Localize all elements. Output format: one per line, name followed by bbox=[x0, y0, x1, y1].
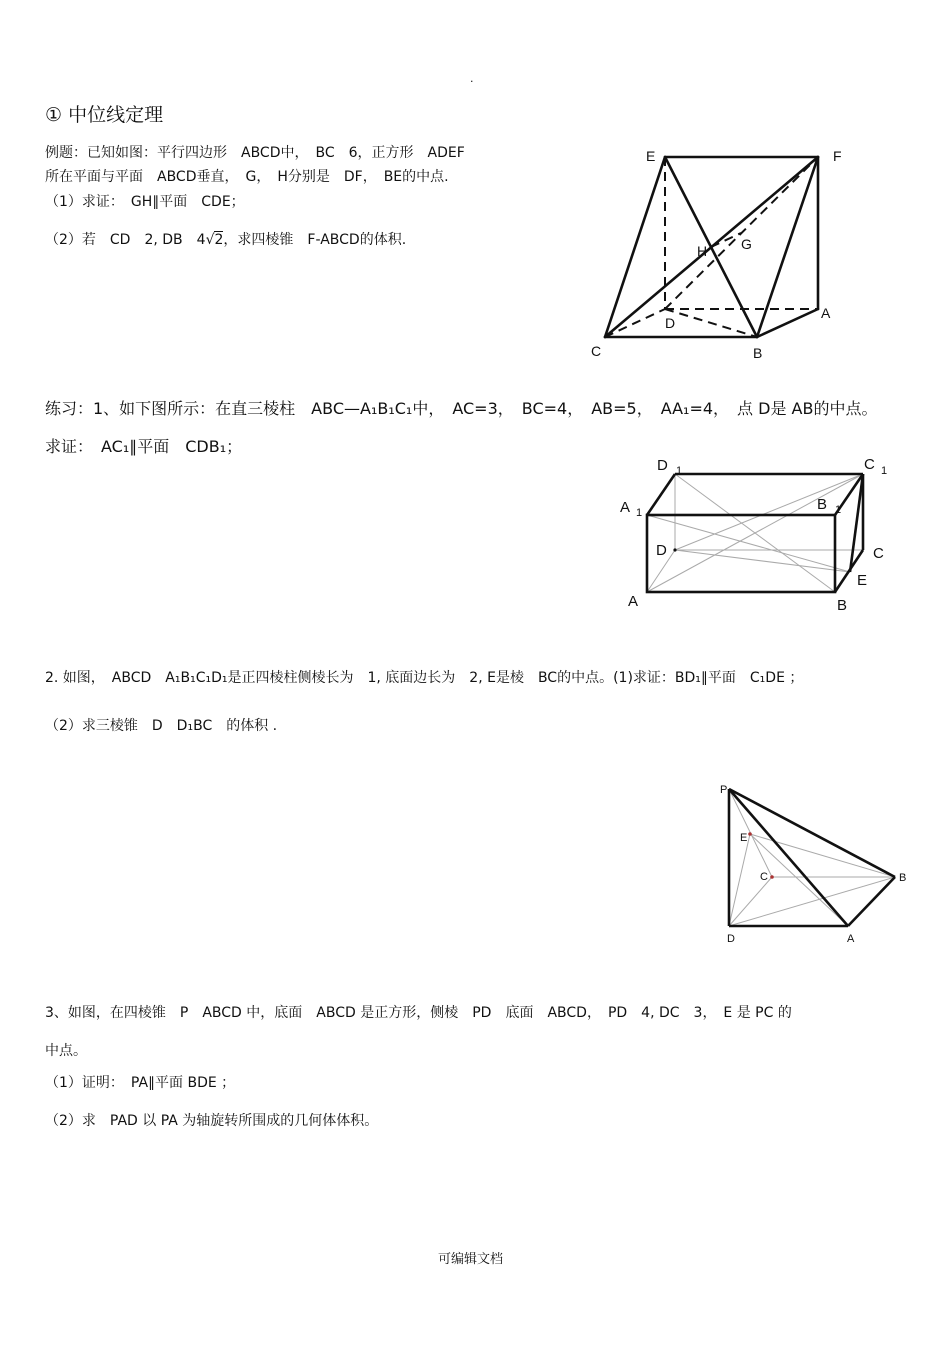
fig3-label-a: A bbox=[847, 933, 855, 945]
fig1-label-d: D bbox=[665, 315, 676, 331]
fig2-label-b: B bbox=[837, 597, 848, 614]
fig1-label-e: E bbox=[646, 148, 656, 164]
example-line-2: 所在平面与平面 ABCD垂直， G， H分别是 DF， BE的中点. bbox=[45, 169, 449, 185]
fig1-label-c: C bbox=[591, 343, 602, 359]
fig3-label-p: P bbox=[720, 784, 728, 796]
exercise2-line-1: 2. 如图， ABCD A₁B₁C₁D₁是正四棱柱侧棱长为 1, 底面边长为 2, E是棱 BC的中点。(1)求证：BD₁∥平面 C₁DE ； bbox=[45, 670, 804, 686]
fig1-label-f: F bbox=[833, 148, 842, 164]
fig1-label-g: G bbox=[741, 236, 752, 252]
fig3-label-d: D bbox=[727, 933, 735, 945]
fig1-label-h: H bbox=[697, 243, 708, 259]
fig1-label-a: A bbox=[821, 305, 831, 321]
exercise2-line-2: （2）求三棱锥 D D₁BC 的体积 . bbox=[45, 718, 278, 734]
exercise3-question-2: （2）求 PAD 以 PA 为轴旋转所围成的几何体体积。 bbox=[45, 1113, 379, 1129]
fig2-sub-d1: 1 bbox=[676, 465, 683, 477]
fig3-label-b: B bbox=[899, 872, 907, 884]
fig2-label-d1: D bbox=[657, 457, 668, 474]
header-mark: . bbox=[470, 72, 474, 85]
fig2-sub-a1: 1 bbox=[636, 507, 643, 519]
example-question-1: （1）求证： GH∥平面 CDE； bbox=[45, 194, 245, 210]
sqrt-symbol: √ bbox=[205, 232, 215, 248]
fig2-label-c1: C bbox=[864, 456, 875, 473]
fig3-label-e: E bbox=[740, 832, 748, 844]
fig1-label-b: B bbox=[753, 345, 763, 361]
example-line-1: 例题：已知如图：平行四边形 ABCD中， BC 6，正方形 ADEF bbox=[45, 145, 465, 161]
exercise1-line-2: 求证： AC₁∥平面 CDB₁； bbox=[45, 437, 243, 456]
exercise3-line-2: 中点。 bbox=[45, 1043, 87, 1059]
fig2-label-b1: B bbox=[817, 496, 828, 513]
fig2-label-d: D bbox=[656, 542, 667, 559]
q2-sqrt-value: 2 bbox=[214, 232, 224, 248]
exercise3-line-1: 3、如图，在四棱锥 P ABCD 中，底面 ABCD 是正方形，侧棱 PD 底面 ABCD， PD 4, DC 3， E 是 PC 的 bbox=[45, 1005, 792, 1021]
q2-suffix: ，求四棱锥 F-ABCD的体积. bbox=[223, 232, 407, 248]
fig2-sub-c1: 1 bbox=[881, 465, 888, 477]
fig2-label-e: E bbox=[857, 572, 868, 589]
fig2-sub-b1: 1 bbox=[835, 504, 842, 516]
exercise1-line-1: 练习：1、如下图所示：在直三棱柱 ABC—A₁B₁C₁中， AC=3， BC=4， AB=5， AA₁=4， 点 D是 AB的中点。 bbox=[45, 399, 878, 418]
fig3-label-c: C bbox=[760, 871, 768, 883]
fig2-label-c: C bbox=[873, 545, 884, 562]
fig2-label-a1: A bbox=[620, 499, 631, 516]
exercise3-question-1: （1）证明： PA∥平面 BDE ； bbox=[45, 1075, 236, 1091]
q2-prefix: （2）若 CD 2, DB 4 bbox=[45, 232, 206, 248]
fig2-label-a: A bbox=[628, 593, 639, 610]
section-title: ① 中位线定理 bbox=[45, 104, 164, 126]
footer-note: 可编辑文档 bbox=[438, 1252, 504, 1267]
